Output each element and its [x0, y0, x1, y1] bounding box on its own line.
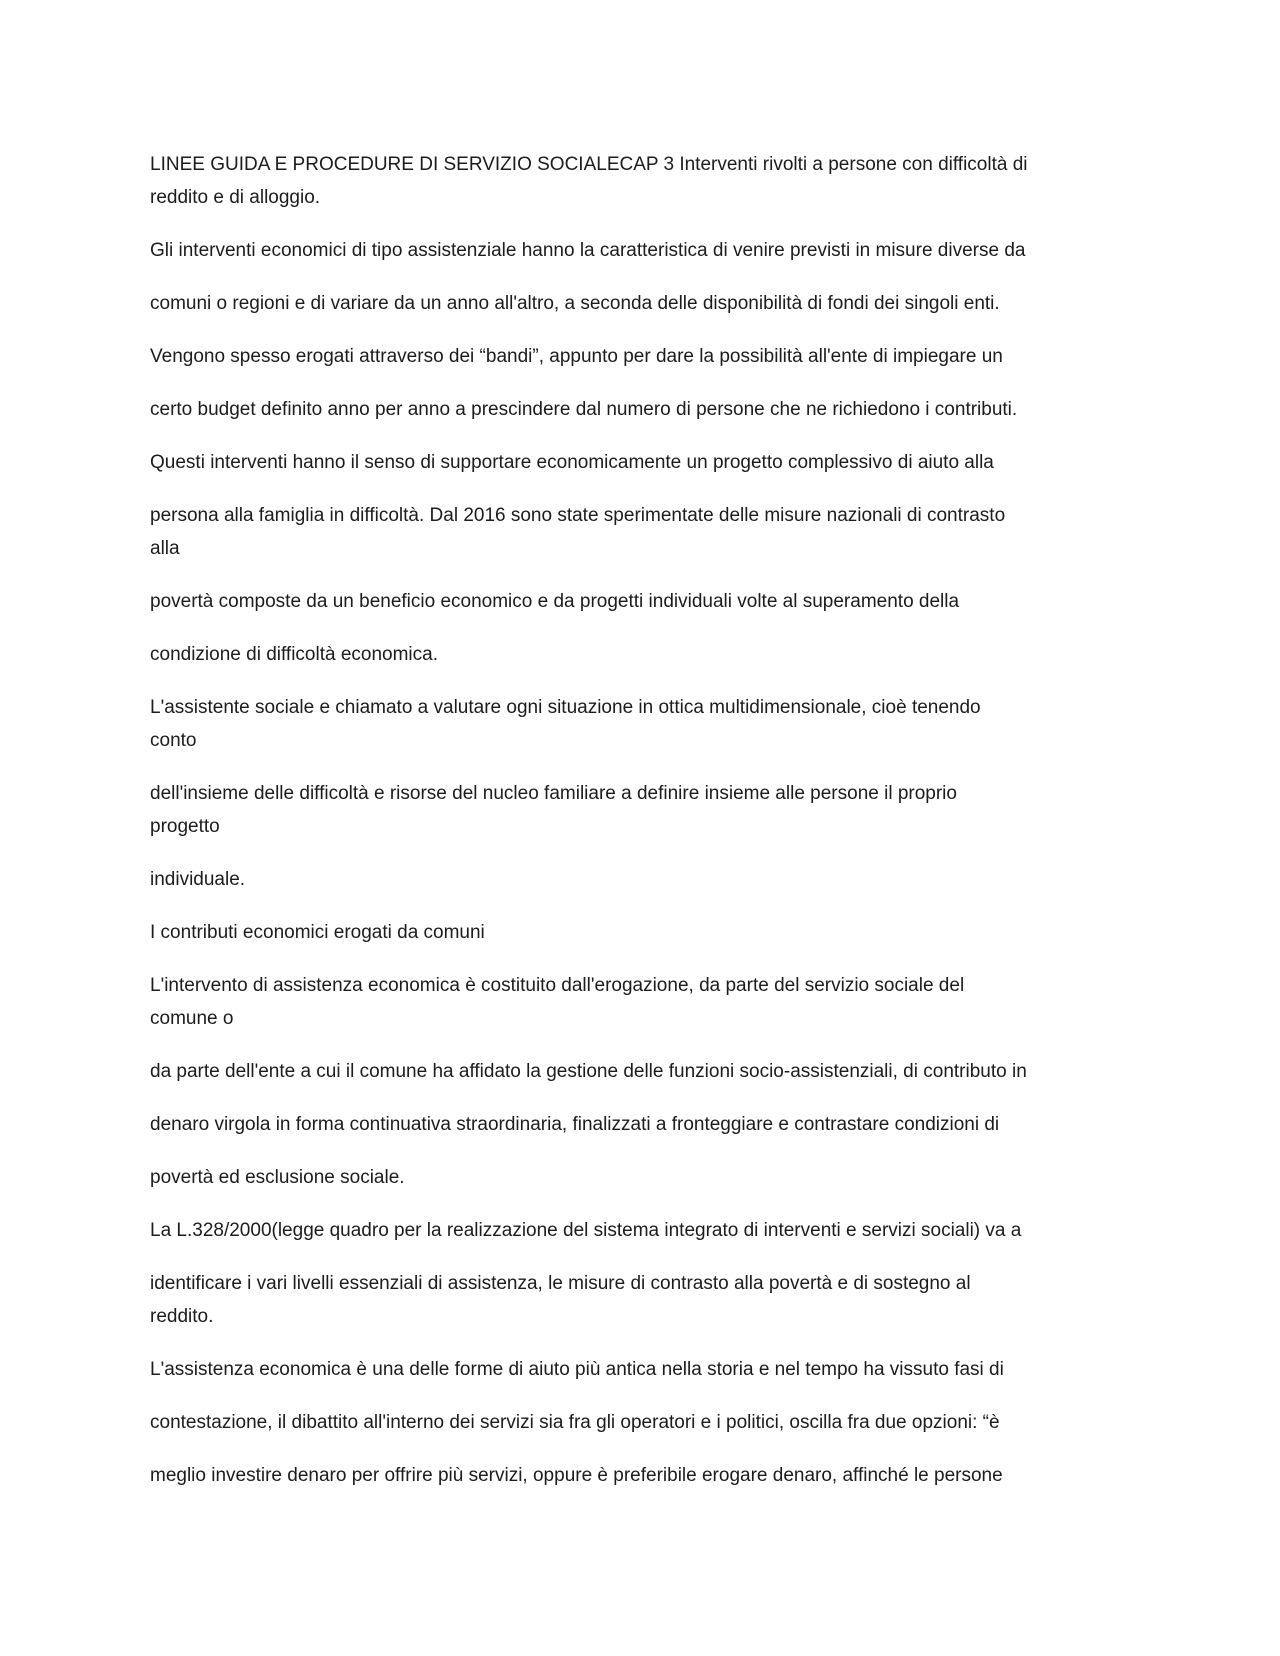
paragraph	[150, 1108, 1150, 1141]
paragraph	[150, 863, 1150, 896]
text-line: L'intervento di assistenza economica è costituito dall'erogazione, da parte del servizio sociale del	[150, 975, 965, 996]
paragraph	[150, 969, 1150, 1035]
text-line: meglio investire denaro per offrire più servizi, oppure è preferibile erogare denaro, affinché le persone	[150, 1465, 1003, 1486]
paragraph	[150, 691, 1150, 757]
text-line: LINEE GUIDA E PROCEDURE DI SERVIZIO SOCIALECAP 3 Interventi rivolti a persone con difficoltà di	[150, 154, 1028, 175]
text-line: L'assistenza economica è una delle forme di aiuto più antica nella storia e nel tempo ha vissuto fasi di	[150, 1359, 1004, 1380]
text-line: L'assistente sociale e chiamato a valutare ogni situazione in ottica multidimensionale, cioè tenendo	[150, 697, 981, 718]
paragraph	[150, 1055, 1150, 1088]
text-line: denaro virgola in forma continuativa straordinaria, finalizzati a fronteggiare e contrastare condizioni di	[150, 1114, 1000, 1135]
document-title	[150, 148, 1150, 214]
paragraph	[150, 777, 1150, 843]
text-line: I contributi economici erogati da comuni	[150, 922, 485, 943]
document-body	[150, 148, 1150, 1512]
text-line: contestazione, il dibattito all'interno dei servizi sia fra gli operatori e i politici, oscilla fra due opzioni: “è	[150, 1412, 1000, 1433]
text-line: persona alla famiglia in difficoltà. Dal 2016 sono state sperimentate delle misure nazionali di contrasto	[150, 505, 1006, 526]
paragraph	[150, 1406, 1150, 1439]
paragraph	[150, 234, 1150, 267]
paragraph	[150, 638, 1150, 671]
text-line: comune o	[150, 1008, 234, 1029]
paragraph	[150, 1161, 1150, 1194]
paragraph	[150, 1267, 1150, 1333]
paragraph	[150, 499, 1150, 565]
text-line: comuni o regioni e di variare da un anno all'altro, a seconda delle disponibilità di fondi dei singoli enti.	[150, 293, 1000, 314]
paragraph	[150, 393, 1150, 426]
text-line: individuale.	[150, 869, 246, 890]
text-line: reddito.	[150, 1306, 214, 1327]
text-line: progetto	[150, 816, 220, 837]
paragraph	[150, 287, 1150, 320]
text-line: Questi interventi hanno il senso di supportare economicamente un progetto complessivo di aiuto alla	[150, 452, 994, 473]
section-heading	[150, 916, 1150, 949]
paragraph	[150, 585, 1150, 618]
paragraph	[150, 1214, 1150, 1247]
text-line: reddito e di alloggio.	[150, 187, 321, 208]
paragraph	[150, 1459, 1150, 1492]
paragraph	[150, 446, 1150, 479]
text-line: povertà composte da un beneficio economico e da progetti individuali volte al superamento della	[150, 591, 960, 612]
paragraph	[150, 340, 1150, 373]
text-line: Gli interventi economici di tipo assistenziale hanno la caratteristica di venire previsti in misure diverse da	[150, 240, 1026, 261]
text-line: condizione di difficoltà economica.	[150, 644, 438, 665]
text-line: povertà ed esclusione sociale.	[150, 1167, 405, 1188]
text-line: alla	[150, 538, 180, 559]
text-line: La L.328/2000(legge quadro per la realizzazione del sistema integrato di interventi e servizi sociali) va a	[150, 1220, 1022, 1241]
text-line: Vengono spesso erogati attraverso dei “bandi”, appunto per dare la possibilità all'ente di impiegare un	[150, 346, 1003, 367]
text-line: certo budget definito anno per anno a prescindere dal numero di persone che ne richiedono i contributi.	[150, 399, 1018, 420]
text-line: identificare i vari livelli essenziali di assistenza, le misure di contrasto alla povertà e di sostegno al	[150, 1273, 971, 1294]
text-line: conto	[150, 730, 197, 751]
text-line: dell'insieme delle difficoltà e risorse del nucleo familiare a definire insieme alle persone il proprio	[150, 783, 957, 804]
paragraph	[150, 1353, 1150, 1386]
text-line: da parte dell'ente a cui il comune ha affidato la gestione delle funzioni socio-assistenziali, di contributo in	[150, 1061, 1027, 1082]
